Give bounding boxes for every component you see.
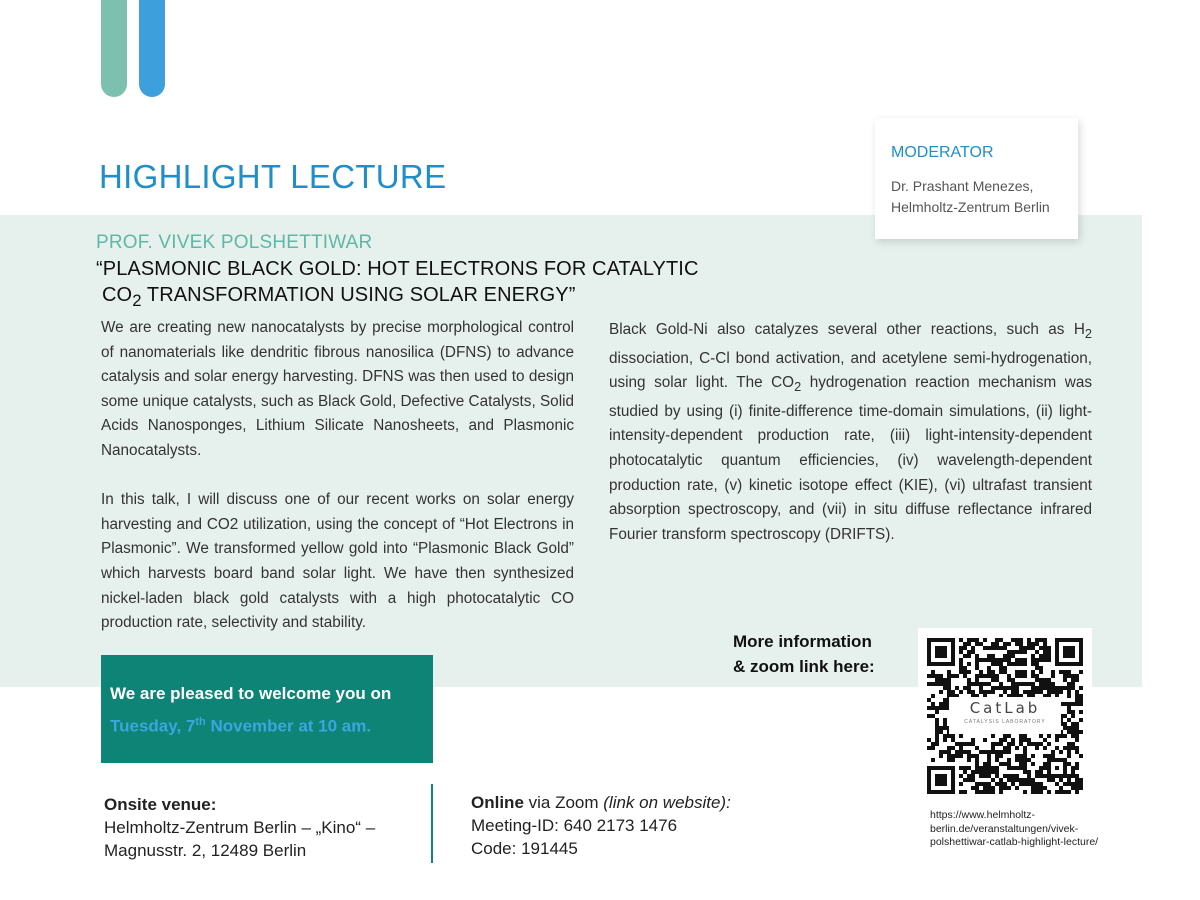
moderator-label: MODERATOR (891, 144, 994, 161)
moderator-affiliation: Helmholtz-Zentrum Berlin (891, 199, 1050, 215)
online-heading-line (471, 791, 731, 814)
abstract-right-c: hydrogenation reaction mechanism was studied by using (i) finite-difference time-domain simulations, (ii) light-intensity-dependent production rate, (iii) light-intensity-dependent photocatalytic quantum efficiencies, (iv) wavelength-dependent production rate, (v) kinetic isotope effect (KIE), (vi) ultrafast transient absorption spectroscopy, and (vii) in situ diffuse reflectance infrared Fourier transform spectroscopy (DRIFTS). (609, 374, 1092, 543)
abstract-paragraph-2: In this talk, I will discuss one of our recent works on solar energy harvesting and CO2 utilization, using the concept of “Hot Electrons in Plasmonic”. We transformed yellow gold into “Plasmonic Black Gold” which harvests board band solar light. We have then synthesized nickel-laden black gold catalysts with a high photocatalytic CO production rate, selectivity and stability. (101, 491, 574, 632)
venue-divider (431, 784, 433, 863)
qr-code[interactable] (918, 628, 1092, 803)
moderator-name: Dr. Prashant Menezes, (891, 178, 1034, 194)
talk-title (96, 256, 699, 314)
moderator-card (875, 118, 1078, 239)
meeting-code: Code: 191445 (471, 839, 578, 858)
logo-bar-green (101, 0, 127, 97)
speaker-name: PROF. VIVEK POLSHETTIWAR (96, 232, 373, 253)
venue-heading: Onsite venue: (104, 795, 217, 814)
abstract-right-column (609, 318, 1092, 547)
more-info-line1: More information (733, 632, 872, 651)
venue-line1: Helmholtz-Zentrum Berlin – „Kino“ – (104, 818, 376, 837)
catlab-logo-subtitle: CATALYSIS LABORATORY (964, 719, 1046, 725)
more-info-line2: & zoom link here: (733, 657, 875, 676)
online-via: via Zoom (523, 793, 604, 812)
logo-bar-blue (139, 0, 165, 97)
online-heading: Online (471, 793, 524, 812)
abstract-right-b: dissociation, C-Cl bond activation, and acetylene semi-hydrogenation, using solar light. The CO (609, 349, 1092, 392)
moderator-info (891, 176, 1050, 218)
abstract-right-a: Black Gold-Ni also catalyzes several other reactions, such as H (609, 321, 1085, 338)
page-title: HIGHLIGHT LECTURE (99, 158, 447, 195)
event-date-prefix: Tuesday, 7 (110, 716, 196, 736)
event-date-sup: th (195, 716, 206, 728)
welcome-box (101, 655, 433, 763)
abstract-left-column (101, 316, 574, 636)
more-info-text (733, 629, 875, 679)
welcome-text: We are pleased to welcome you on (110, 684, 392, 703)
title-co: CO (102, 284, 133, 306)
abstract-paragraph-1: We are creating new nanocatalysts by precise morphological control of nanomaterials like dendritic fibrous nanosilica (DFNS) to advance catalysis and solar energy harvesting. DFNS was then used to design some unique catalysts, such as Black Gold, Defective Catalysts, Solid Acids Nanosponges, Lithium Silicate Nanosheets, and Plasmonic Nanocatalysts. (101, 319, 574, 459)
meeting-id: Meeting-ID: 640 2173 1476 (471, 816, 678, 835)
talk-title-line2 (96, 282, 699, 314)
title-co-sub: 2 (132, 291, 142, 310)
online-note: (link on website): (603, 793, 731, 812)
talk-title-line1: “PLASMONIC BLACK GOLD: HOT ELECTRONS FOR CATALYTIC (96, 258, 699, 280)
title-rest: TRANSFORMATION USING SOLAR ENERGY” (141, 284, 576, 306)
event-url-link[interactable]: https://www.helmholtz-berlin.de/veranstaltungen/vivek-polshettiwar-catlab-highlight-lecture/ (930, 809, 1099, 848)
event-date-suffix: November at 10 am. (205, 716, 372, 736)
online-info (471, 791, 731, 860)
venue-line2: Magnusstr. 2, 12489 Berlin (104, 841, 307, 860)
abstract-right-b-sub: 2 (794, 379, 802, 395)
abstract-paragraph-3 (609, 318, 1092, 547)
event-date (110, 716, 371, 737)
abstract-right-a-sub: 2 (1084, 326, 1092, 342)
catlab-logo-text: CatLab (969, 699, 1041, 717)
onsite-venue (104, 793, 375, 862)
qr-logo (949, 697, 1061, 734)
